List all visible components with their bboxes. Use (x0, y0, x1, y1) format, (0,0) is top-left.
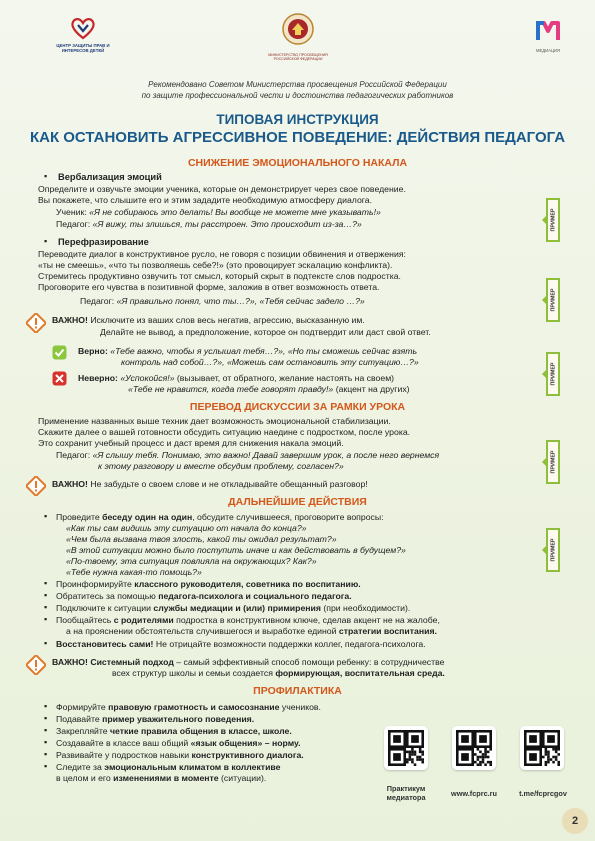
quote: к этому разговору и вместе обсудим проблему, согласен?» (98, 461, 344, 471)
list-item (56, 762, 280, 773)
example-tab[interactable] (542, 198, 560, 242)
text: Создавайте в классе ваш общий (56, 738, 191, 748)
emphasis: службы медиации и (или) примирения (153, 603, 321, 613)
bullet-icon: ▪ (44, 236, 48, 246)
page-number: 2 (562, 808, 588, 834)
qr-code-website[interactable] (452, 726, 496, 770)
bullet-icon: ▪ (44, 511, 48, 521)
example-line (80, 296, 365, 307)
list-item-continued (66, 626, 437, 637)
text: Проинформируйте (56, 579, 135, 589)
text-line: Определите и озвучьте эмоции ученика, которые он демонстрирует через свое поведение. (38, 184, 406, 194)
mediation-logo (528, 20, 568, 53)
bullet-icon: ▪ (44, 578, 48, 588)
text: а на прояснении обстоятельств случившегося и выработке единой (66, 626, 339, 636)
recommendation-line: Рекомендовано Советом Министерства просвещения Российской Федерации (148, 80, 447, 89)
text: Подавайте (56, 714, 103, 724)
example-tab[interactable] (542, 352, 560, 396)
text: Обратитесь за помощью (56, 591, 159, 601)
important-line (52, 315, 365, 326)
example-tab[interactable] (542, 440, 560, 484)
page-title: ТИПОВАЯ ИНСТРУКЦИЯ (216, 112, 379, 127)
text: подростка в конструктивном ключе, сделав акцент не на жалобе, (173, 615, 440, 625)
comment: (вызывает, от обратного, желание настоять на своем) (174, 373, 395, 383)
qr-caption-line: медиатора (386, 793, 426, 802)
warning-icon (26, 655, 46, 675)
emphasis: формирующая, воспитательная среда. (275, 668, 445, 678)
list-item (56, 639, 426, 650)
bullet-icon: ▪ (44, 749, 48, 759)
example-line (56, 219, 362, 230)
bullet-icon: ▪ (44, 171, 48, 181)
list-item (56, 512, 384, 523)
text: всех структур школы и семьи создается (112, 668, 276, 678)
text-line: Это сохранит учебный процесс и даст время для снижения накала эмоций. (38, 438, 344, 448)
important-label: ВАЖНО! (52, 315, 88, 325)
fcprc-logo-caption: ЦЕНТР ЗАЩИТЫ ПРАВ И ИНТЕРЕСОВ ДЕТЕЙ (56, 43, 110, 53)
list-item (56, 714, 254, 725)
text: Проведите (56, 512, 103, 522)
list-item (56, 750, 304, 761)
speaker-label: Педагог: (80, 296, 115, 306)
example-tab-shape (542, 198, 560, 242)
recommendation-line: по защите профессиональной чести и достоинства педагогических работников (141, 91, 454, 100)
emphasis: Системный подход (90, 657, 174, 667)
example-tab-label: ПРИМЕР (550, 208, 557, 232)
text-line: Стремитесь продуктивно озвучить тот смысл, который скрыт в подтексте слов подростка. (38, 271, 401, 281)
subsection-title: Перефразирование (58, 237, 149, 247)
text: , обсудите случившееся, проговорите вопросы: (192, 512, 384, 522)
wrong-label: Неверно: (78, 373, 118, 383)
text: Закрепляйте (56, 726, 110, 736)
example-tab-shape (542, 352, 560, 396)
bullet-icon: ▪ (44, 761, 48, 771)
emphasis: классного руководителя, советника по воспитанию. (134, 579, 361, 589)
text: Развивайте у подростков навыки (56, 750, 192, 760)
emphasis: беседу один на один (102, 512, 193, 522)
emphasis: пример уважительного поведения. (102, 714, 255, 724)
text-line: «ты не смеешь», «что ты позволяешь себе?!» (это провоцирует эскалацию конфликта). (38, 260, 393, 270)
text: Следите за (56, 762, 105, 772)
qr-code-icon (388, 730, 424, 766)
example-tab-label: ПРИМЕР (550, 450, 557, 474)
bullet-icon: ▪ (44, 614, 48, 624)
emphasis: изменениями в моменте (113, 773, 219, 783)
question: «Как ты сам видишь эту ситуацию от начала до конца?» (66, 523, 307, 533)
important-label: ВАЖНО! (52, 479, 88, 489)
text-line: Переводите диалог в конструктивное русло, не говоря с позиции обвинения и отвержения: (38, 249, 406, 259)
text-line: Скажите далее о вашей готовности обсудить ситуацию наедине с подростком, после урока. (38, 427, 411, 437)
bullet-icon: ▪ (44, 602, 48, 612)
question: «В этой ситуации можно было поступить иначе и как действовать в будущем?» (66, 545, 406, 555)
important-line: Делайте не вывод, а предположение, которое он подтвердит или даст свой ответ. (100, 327, 431, 337)
quote: «Я вижу, ты злишься, ты расстроен. Это происходит из-за…?» (92, 219, 362, 229)
bullet-icon: ▪ (44, 590, 48, 600)
qr-code-icon (524, 730, 560, 766)
qr-caption-line: Практикум (386, 784, 426, 793)
important-text: Не забудьте о своем слове и не откладывайте обещанный разговор! (90, 479, 368, 489)
example-line (56, 207, 381, 218)
emphasis: с родителями (113, 615, 174, 625)
quote: «Тебе не нравится, когда тебе говорят правду!» (128, 384, 334, 394)
text-line: Вы покажете, что слышите его и этим зададите необходимую атмосферу диалога. (38, 195, 373, 205)
important-text: Исключите из ваших слов весь негатив, агрессию, высказанную им. (90, 315, 365, 325)
list-item (56, 726, 292, 737)
ministry-emblem-icon (281, 12, 315, 46)
qr-code-telegram[interactable] (520, 726, 564, 770)
example-tab-shape (542, 440, 560, 484)
list-item (56, 603, 410, 614)
quote: «Я правильно понял, что ты…?», «Тебя сейчас задело …?» (116, 296, 365, 306)
speaker-label: Ученик: (56, 207, 87, 217)
important-line (112, 668, 445, 679)
important-label: ВАЖНО! (52, 657, 88, 667)
section-heading: ДАЛЬНЕЙШИЕ ДЕЙСТВИЯ (228, 496, 367, 508)
text: Не отрицайте возможности поддержки коллег, педагога-психолога. (153, 639, 426, 649)
section-heading: СНИЖЕНИЕ ЭМОЦИОНАЛЬНОГО НАКАЛА (187, 157, 408, 169)
qr-code-icon (456, 730, 492, 766)
example-tab-shape (542, 278, 560, 322)
emphasis: четкие правила общения в классе, школе. (110, 726, 292, 736)
example-tab-label: ПРИМЕР (550, 288, 557, 312)
page-subtitle: КАК ОСТАНОВИТЬ АГРЕССИВНОЕ ПОВЕДЕНИЕ: ДЕЙСТВИЯ ПЕДАГОГА (29, 129, 566, 146)
question: «По-твоему, эта ситуация повлияла на окружающих? Как?» (66, 556, 317, 566)
speaker-label: Педагог: (56, 219, 91, 229)
question: «Тебе нужна какая-то помощь?» (66, 567, 202, 577)
list-item (56, 591, 352, 602)
text: Подключите к ситуации (56, 603, 154, 613)
emphasis: эмоциональным климатом в коллективе (104, 762, 281, 772)
quote: контроль над собой…?», «Можешь сам остановить эту ситуацию…?» (121, 357, 419, 367)
heart-logo-icon (70, 16, 96, 40)
example-line (56, 450, 439, 461)
example-tab-shape (542, 528, 560, 572)
check-icon (52, 345, 67, 360)
warning-icon (26, 476, 46, 496)
cross-icon (52, 371, 67, 386)
text-line: Проговорите его чувства в позитивной форме, заложив в ответ возможность ответа. (38, 282, 380, 292)
emphasis: «язык общения» – норму. (190, 738, 301, 748)
text: – самый эффективный способ помощи ребенку: в сотрудничестве (173, 657, 445, 667)
emphasis: педагога-психолога и социального педагога. (158, 591, 352, 601)
qr-caption-practicum (368, 784, 444, 802)
subsection-title: Вербализация эмоций (58, 172, 162, 182)
bullet-icon: ▪ (44, 701, 48, 711)
qr-caption-website[interactable]: www.fcprc.ru (451, 789, 497, 798)
example-tab-label: ПРИМЕР (550, 538, 557, 562)
text: (ситуации). (218, 773, 267, 783)
bullet-icon: ▪ (44, 713, 48, 723)
mediation-logo-caption: МЕДИАЦИЯ (535, 48, 561, 53)
important-line (52, 657, 444, 668)
speaker-label: Педагог: (56, 450, 91, 460)
list-item (56, 702, 321, 713)
emphasis: конструктивного диалога. (191, 750, 304, 760)
comment: (акцент на других) (333, 384, 410, 394)
correct-example (78, 346, 417, 357)
wrong-example (78, 373, 394, 384)
section-heading: ПРОФИЛАКТИКА (253, 685, 342, 697)
wrong-example (128, 384, 410, 395)
text: (при необходимости). (320, 603, 411, 613)
list-item (56, 615, 440, 626)
qr-caption-telegram[interactable]: t.me/fcprcgov (519, 789, 567, 798)
quote: «Я не собираюсь это делать! Вы вообще не можете мне указывать!» (89, 207, 381, 217)
quote: «Успокойся!» (120, 373, 175, 383)
example-tab-label: ПРИМЕР (550, 362, 557, 386)
text: учеников. (279, 702, 321, 712)
qr-code-practicum[interactable] (384, 726, 428, 770)
quote: «Я слышу тебя. Понимаю, это важно! Давай завершим урок, а после него вернемся (92, 450, 440, 460)
mediation-m-icon (535, 20, 561, 42)
ministry-logo-caption: МИНИСТЕРСТВО ПРОСВЕЩЕНИЯ РОССИЙСКОЙ ФЕДЕРАЦИИ (268, 53, 328, 62)
list-item-continued (56, 773, 266, 784)
bullet-icon: ▪ (44, 638, 48, 648)
warning-icon (26, 313, 46, 333)
emphasis: Восстановитесь сами! (56, 639, 154, 649)
example-tab[interactable] (542, 278, 560, 322)
important-line (52, 479, 368, 490)
emphasis: стратегии воспитания. (338, 626, 437, 636)
fcprc-logo (48, 16, 118, 53)
quote: «Тебе важно, чтобы я услышал тебя…?», «Но ты сможешь сейчас взять (110, 346, 418, 356)
list-item (56, 738, 301, 749)
question: «Чем была вызвана твоя злость, какой ты ожидал результат?» (66, 534, 337, 544)
bullet-icon: ▪ (44, 725, 48, 735)
bullet-icon: ▪ (44, 737, 48, 747)
correct-label: Верно: (78, 346, 108, 356)
section-heading: ПЕРЕВОД ДИСКУССИИ ЗА РАМКИ УРОКА (189, 401, 406, 413)
emphasis: правовую грамотность и самосознание (108, 702, 280, 712)
text: Формируйте (56, 702, 109, 712)
ministry-logo (266, 12, 330, 62)
recommendation-note (40, 79, 555, 101)
example-tab[interactable] (542, 528, 560, 572)
list-item (56, 579, 361, 590)
text: Пообщайтесь (56, 615, 114, 625)
text-line: Применение названных выше техник дает возможность эмоциональной стабилизации. (38, 416, 391, 426)
text: в целом и его (56, 773, 114, 783)
